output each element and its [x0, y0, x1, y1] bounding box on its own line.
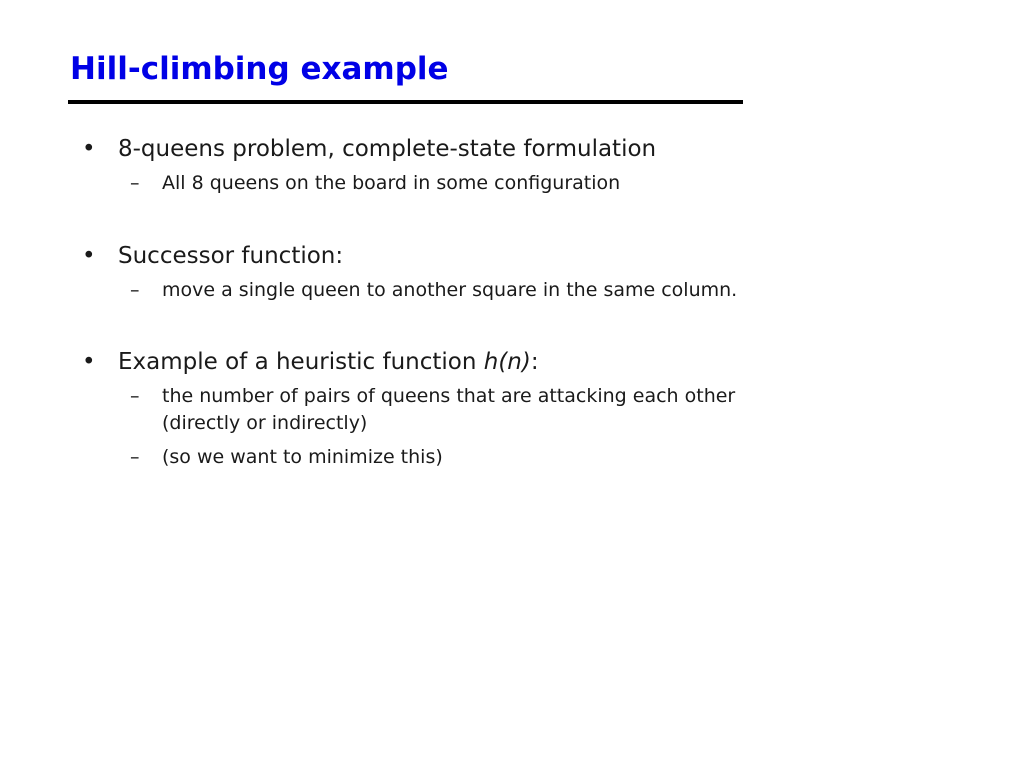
sub-bullet-marker: –: [130, 385, 140, 407]
sub-bullet-marker: –: [130, 446, 140, 468]
sub-bullet-marker: –: [130, 172, 140, 194]
sub-bullet-text: move a single queen to another square in the same column.: [162, 279, 738, 301]
bullet-text-after: :: [530, 349, 539, 375]
bullet-text: Successor function:: [118, 243, 344, 269]
bullet-text-before: Example of a heuristic function: [118, 349, 484, 375]
heuristic-symbol: h(n): [483, 349, 531, 375]
sub-bullet-text: (so we want to minimize this): [162, 446, 443, 468]
bullet-marker: •: [82, 243, 96, 269]
bullet-marker: •: [82, 349, 96, 375]
bullet-text: [118, 347, 539, 377]
sub-bullet-text: (directly or indirectly): [162, 412, 368, 434]
title-underline: [68, 100, 743, 104]
sub-bullet-text: All 8 queens on the board in some configuration: [162, 172, 621, 194]
bullet-marker: •: [82, 136, 96, 162]
sub-bullet-marker: –: [130, 279, 140, 301]
slide-title: Hill-climbing example: [70, 51, 449, 87]
sub-bullet-text: the number of pairs of queens that are attacking each other: [162, 385, 736, 407]
bullet-text: 8-queens problem, complete-state formulation: [118, 136, 657, 162]
